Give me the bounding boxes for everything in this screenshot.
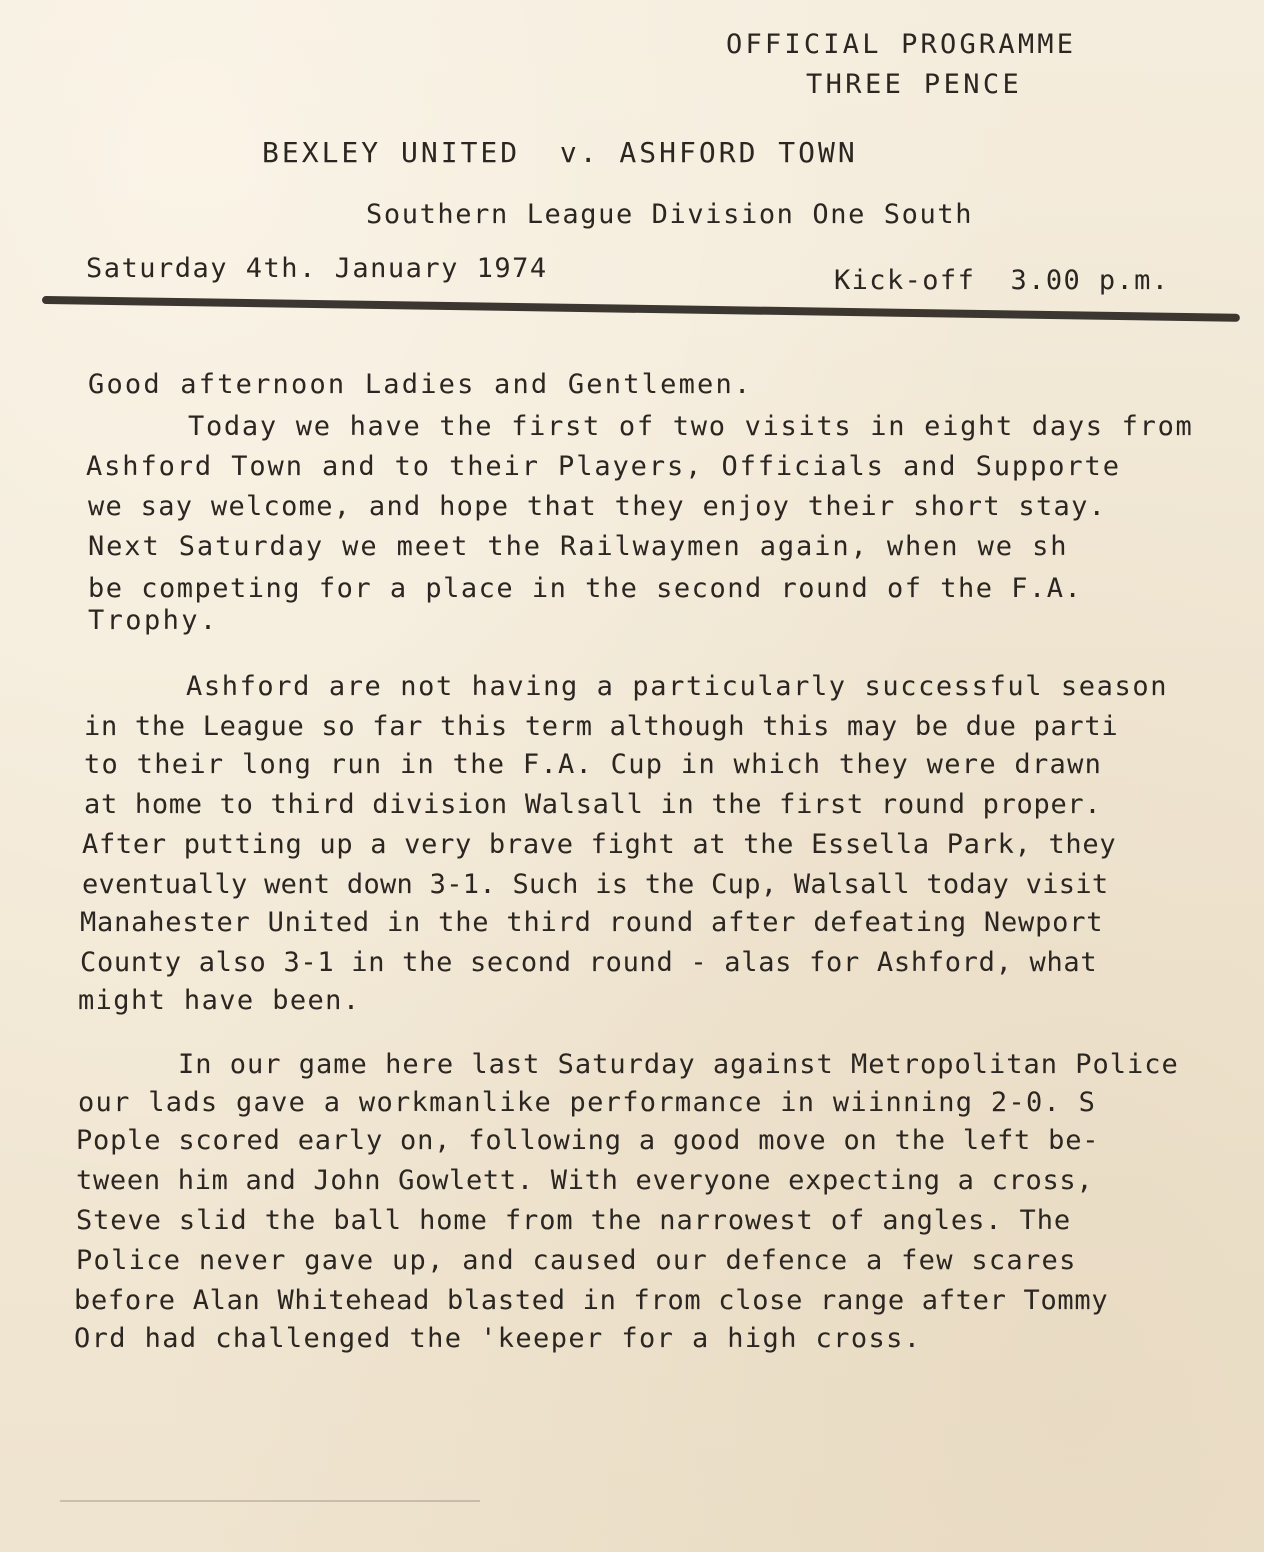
para2-line: County also 3-1 in the second round - alas for Ashford, what bbox=[80, 947, 1098, 978]
header-divider bbox=[42, 296, 1240, 322]
competition-title: Southern League Division One South bbox=[366, 199, 974, 230]
para2-line: in the League so far this term although this may be due parti bbox=[84, 711, 1119, 742]
official-programme-label: OFFICIAL PROGRAMME bbox=[726, 29, 1077, 60]
para1-line: Ashford Town and to their Players, Officials and Supporte bbox=[86, 451, 1121, 482]
para3-line: Pople scored early on, following a good move on the left be- bbox=[76, 1125, 1100, 1156]
para2-line: to their long run in the F.A. Cup in which they were drawn bbox=[84, 749, 1103, 780]
page-mark bbox=[60, 1500, 480, 1502]
para2-line: eventually went down 3-1. Such is the Cup, Walsall today visit bbox=[82, 869, 1109, 900]
para3-line: before Alan Whitehead blasted in from close range after Tommy bbox=[74, 1285, 1109, 1316]
para3-line: In our game here last Saturday against Metropolitan Police bbox=[178, 1049, 1179, 1080]
para2-line: at home to third division Walsall in the first round proper. bbox=[84, 789, 1102, 820]
para2-line: After putting up a very brave fight at the Essella Park, they bbox=[82, 829, 1117, 860]
match-date: Saturday 4th. January 1974 bbox=[86, 253, 548, 284]
para1-line: be competing for a place in the second round of the F.A. bbox=[88, 573, 1083, 604]
para1-line: Trophy. bbox=[88, 605, 219, 636]
fixture-title: BEXLEY UNITED v. ASHFORD TOWN bbox=[262, 136, 858, 169]
greeting: Good afternoon Ladies and Gentlemen. bbox=[88, 369, 753, 400]
para3-line: tween him and John Gowlett. With everyone expecting a cross, bbox=[76, 1165, 1094, 1196]
price-label: THREE PENCE bbox=[806, 69, 1023, 100]
para3-line: Police never gave up, and caused our defence a few scares bbox=[76, 1245, 1077, 1276]
para3-line: Steve slid the ball home from the narrowest of angles. The bbox=[76, 1205, 1072, 1236]
para2-line: Manahester United in the third round after defeating Newport bbox=[80, 907, 1104, 938]
para3-line: Ord had challenged the 'keeper for a high cross. bbox=[74, 1323, 922, 1354]
para2-line: might have been. bbox=[78, 985, 361, 1016]
para1-line: we say welcome, and hope that they enjoy their short stay. bbox=[88, 491, 1107, 522]
para1-line: Today we have the first of two visits in eight days from bbox=[188, 411, 1194, 442]
para2-line: Ashford are not having a particularly successful season bbox=[186, 671, 1169, 702]
kickoff-time: Kick-off 3.00 p.m. bbox=[834, 265, 1170, 296]
para1-line: Next Saturday we meet the Railwaymen again, when we sh bbox=[88, 531, 1069, 562]
para3-line: our lads gave a workmanlike performance in wiinning 2-0. S bbox=[78, 1087, 1097, 1118]
